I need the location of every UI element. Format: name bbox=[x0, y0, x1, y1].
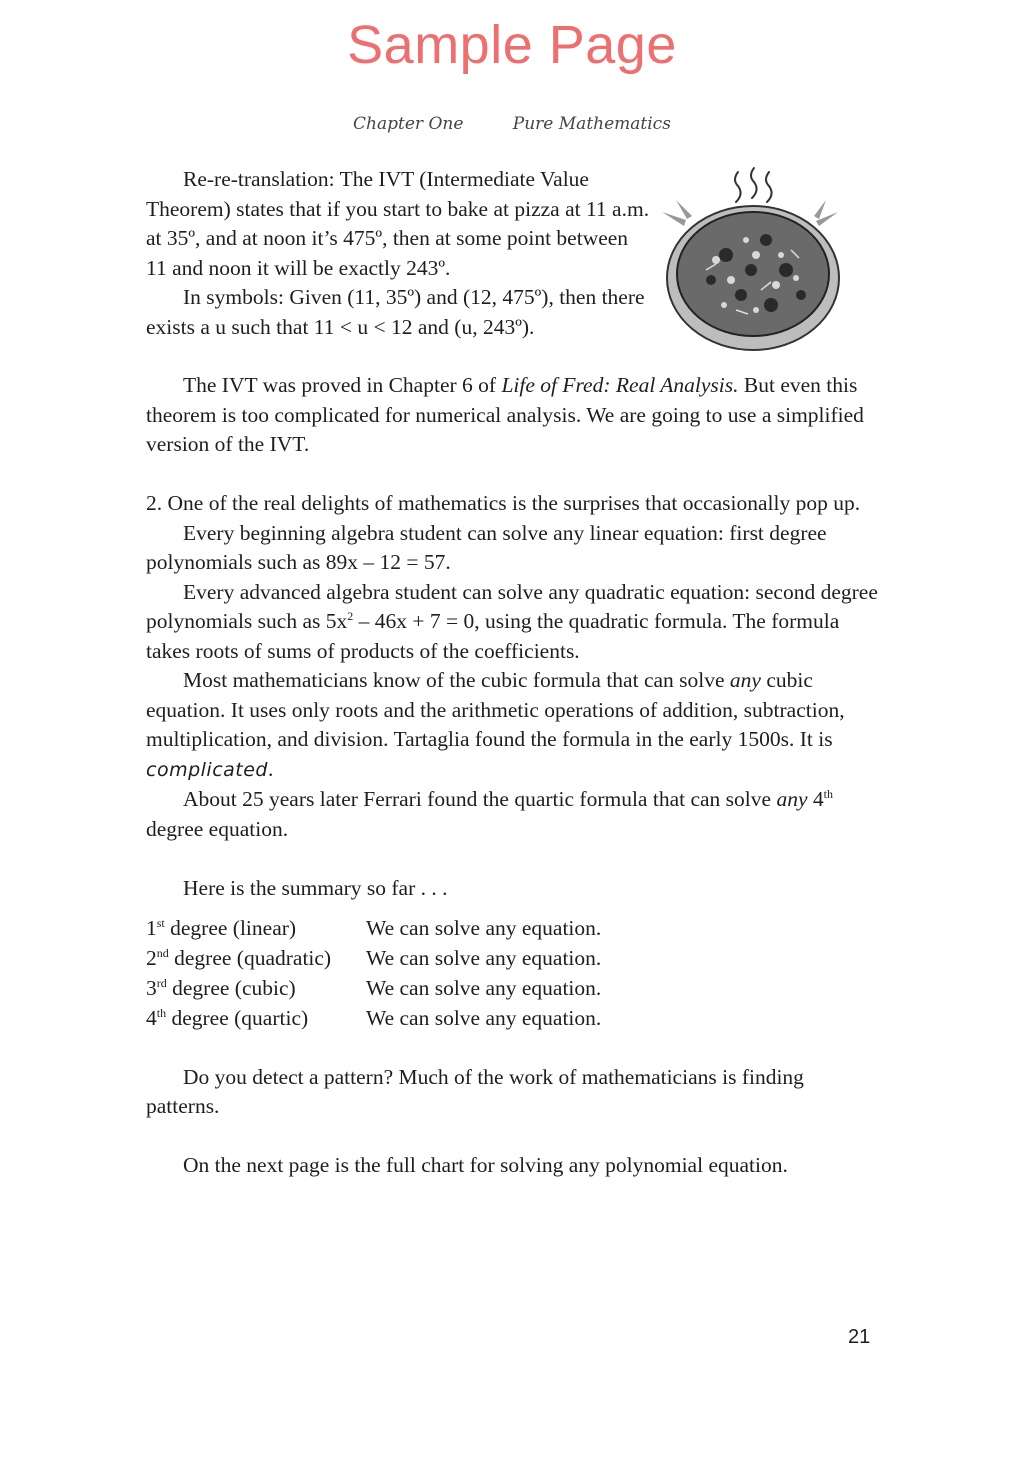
paragraph-ivt-symbols: In symbols: Given (11, 35º) and (12, 475º), then there exists a u such that 11 < u < 12 and (u, 243º). bbox=[146, 285, 645, 339]
table-row: 3rd degree (cubic) We can solve any equation. bbox=[146, 976, 602, 1000]
paragraph-section-2: 2. One of the real delights of mathematics is the surprises that occasionally pop up. bbox=[146, 491, 861, 515]
page-number: 21 bbox=[848, 1326, 871, 1348]
table-row: 4th degree (quartic) We can solve any equation. bbox=[146, 1006, 602, 1030]
table-row: 2nd degree (quadratic) We can solve any equation. bbox=[146, 946, 602, 970]
summary-table bbox=[146, 913, 601, 1033]
paragraph-linear: Every beginning algebra student can solve any linear equation: first degree polynomials such as 89x – 12 = 57. bbox=[146, 520, 827, 574]
complicated-script-word: complicated bbox=[146, 758, 268, 781]
book-title: Life of Fred: Real Analysis. bbox=[501, 373, 739, 397]
table-row: 1st degree (linear) We can solve any equation. bbox=[146, 916, 602, 940]
paragraph-pattern: Do you detect a pattern? Much of the work of mathematicians is finding patterns. bbox=[146, 1064, 804, 1118]
paragraph-quartic: About 25 years later Ferrari found the quartic formula that can solve any 4th degree equation. bbox=[146, 787, 833, 841]
intro-block bbox=[146, 165, 881, 342]
subject-label: Pure Mathematics bbox=[512, 114, 671, 134]
chapter-label: Chapter One bbox=[353, 114, 464, 134]
paragraph-ivt-proof: The IVT was proved in Chapter 6 of Life of Fred: Real Analysis. But even this theorem is too complicated for numerical analysis. We are going to use a simplified version of the IVT. bbox=[146, 373, 864, 456]
paragraph-summary-intro: Here is the summary so far . . . bbox=[183, 875, 448, 900]
watermark: Sample Page bbox=[347, 15, 677, 75]
paragraph-cubic: Most mathematicians know of the cubic formula that can solve any cubic equation. It uses only roots and the arithmetic operations of addition, subtraction, multiplication, and division. Tartaglia found the formula in the early 1500s. It is complicated. bbox=[146, 668, 845, 781]
main-text bbox=[146, 371, 881, 1181]
paragraph-next-page: On the next page is the full chart for solving any polynomial equation. bbox=[183, 1153, 788, 1177]
running-header bbox=[0, 114, 1024, 134]
paragraph-quadratic: Every advanced algebra student can solve any quadratic equation: second degree polynomials such as $5x^2 - 46x + 7 = 0$, using the quadratic formula. The formula takes roots of sums of products of the coefficients. bbox=[146, 579, 878, 663]
paragraph-ivt-translation: Re-re-translation: The IVT (Intermediate Value Theorem) states that if you start to bake at pizza at 11 a.m. at 35º, and at noon it’s 475º, then at some point between 11 and noon it will be exactly 243º. bbox=[146, 167, 650, 280]
